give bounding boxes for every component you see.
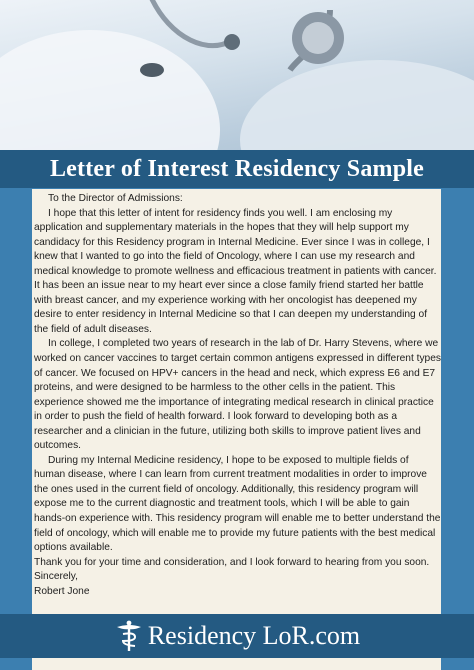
brand-logo[interactable] — [114, 620, 360, 652]
page-title: Letter of Interest Residency Sample — [49, 155, 425, 182]
paper-bottom-edge — [32, 658, 441, 670]
letter-signature: Robert Jone — [34, 585, 90, 597]
letter-closing: Thank you for your time and consideration, and I look forward to hearing from you soon. — [34, 556, 430, 568]
letter-paragraph: In college, I completed two years of research in the lab of Dr. Harry Stevens, where we worked on cancer vaccines to target certain common antigens expressed in different types of cancer. We focused on HPV+ cancers in the head and neck, which express E6 and E7 proteins, and were designed to be harmless to the other cells in the patient. This experience showed me the importance of integrating medical research in clinical practice in order to push the field of health forward. I look forward to developing both as a researcher and a clinician in the future, utilizing both skills to improve patient lives and outcomes. — [34, 338, 441, 452]
letter-paragraph: During my Internal Medicine residency, I hope to be exposed to multiple fields of human disease, where I can learn from current treatment modalities in order to improve the ones used in the current field of oncology. Additionally, this residency program will expose me to the current diagnostic and treatment tools, which I will be able to gain hands-on experience with. This residency program will enable me to better understand the field of oncology, which will enable me to provide my future patients with the best medical options available. — [34, 454, 441, 554]
letter-body — [34, 192, 441, 599]
letter-salutation: To the Director of Admissions: — [48, 193, 183, 204]
footer-logo-bar — [0, 614, 474, 658]
letter-paragraph: I hope that this letter of intent for residency finds you well. I am enclosing my application and supplementary materials in the hopes that they will help support my candidacy for this Residency program in Internal Medicine. Ever since I was in college, I knew that I wanted to go into the field of Oncology, where I can use my research and medical knowledge to promote wellness and efficacious treatment in patients with cancer. It has been an issue near to my heart ever since a close family friend started her battle with breast cancer, and my experience working with her oncologist has deepened my desire to enter residency in Internal Medicine so that I can deepen my understanding of the field of adult diseases. — [34, 207, 437, 335]
brand-name: Residency LoR.com — [147, 621, 361, 650]
letter-sign-off: Sincerely, — [34, 571, 78, 583]
hero-photo — [0, 0, 474, 152]
caduceus-icon — [114, 620, 144, 652]
stethoscope-icon — [0, 0, 474, 152]
title-banner — [0, 150, 474, 188]
